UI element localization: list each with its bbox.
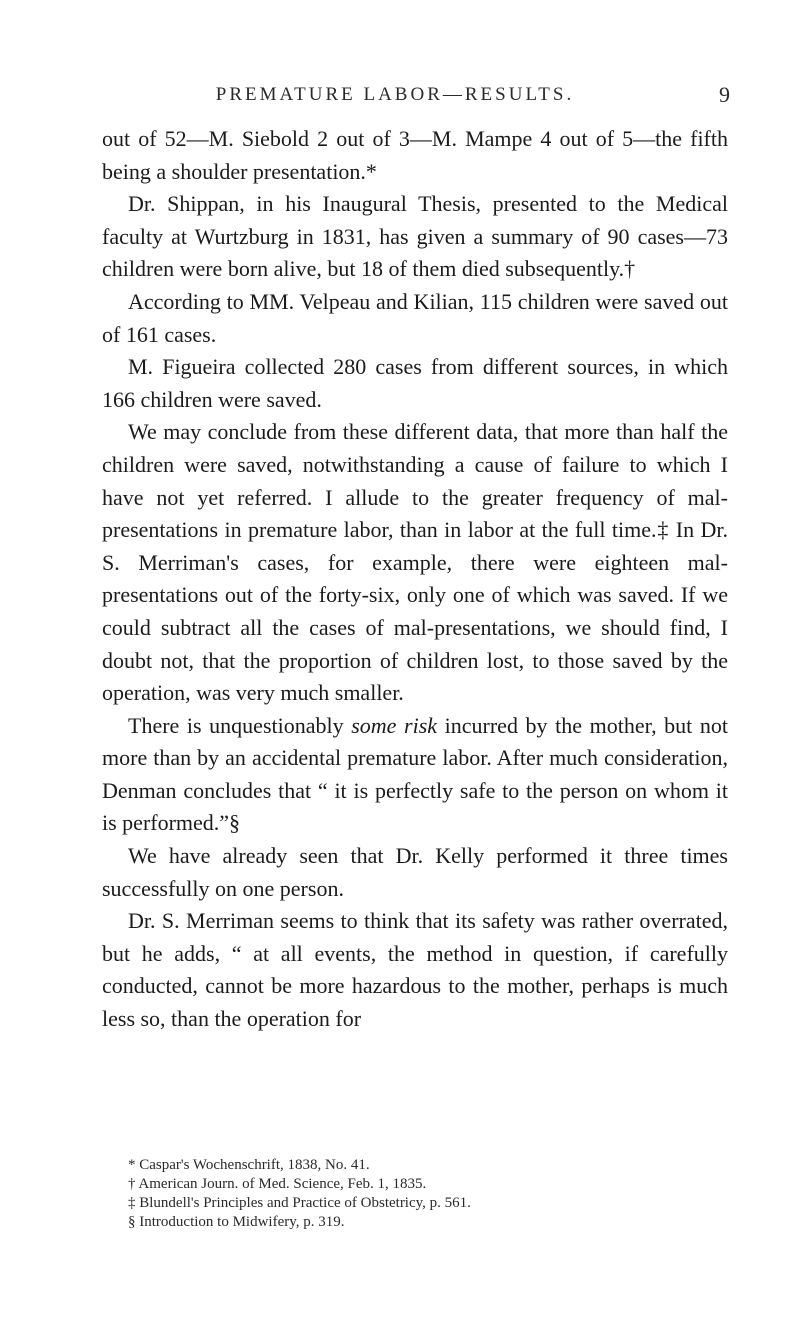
footnote-denman-midwifery: § Introduction to Midwifery, p. 319. bbox=[128, 1214, 345, 1230]
risk-emphasis: some risk bbox=[351, 712, 438, 738]
risk-text-before: There is unquestionably bbox=[128, 712, 352, 738]
body-text bbox=[102, 123, 728, 1036]
paragraph-merriman: Dr. S. Merriman seems to think that its safety was rather overrated, but he adds, “ at all events, the method in question, if carefully conducted, cannot be more hazardous to the mother, perhaps is much less so, than the operation for bbox=[102, 908, 728, 1032]
paragraph-risk bbox=[102, 710, 728, 840]
paragraph-shippan: Dr. Shippan, in his Inaugural Thesis, presented to the Medical faculty at Wurtzburg in 1831, has given a summary of 90 cases—73 children were born alive, but 18 of them died subsequently.† bbox=[102, 191, 728, 282]
paragraph-continuation: out of 52—M. Siebold 2 out of 3—M. Mampe 4 out of 5—the fifth being a shoulder presentation.* bbox=[102, 126, 728, 184]
page-number: 9 bbox=[719, 82, 730, 107]
footnote-american-journal: † American Journ. of Med. Science, Feb. 1, 1835. bbox=[128, 1176, 427, 1192]
paragraph-figueira: M. Figueira collected 280 cases from different sources, in which 166 children were saved. bbox=[102, 354, 728, 412]
paragraph-kelly: We have already seen that Dr. Kelly performed it three times successfully on one person. bbox=[102, 843, 728, 901]
footnote-caspar: * Caspar's Wochenschrift, 1838, No. 41. bbox=[128, 1157, 370, 1173]
footnotes bbox=[102, 1156, 728, 1232]
running-title: PREMATURE LABOR—RESULTS. bbox=[215, 84, 575, 105]
risk-text-after: incurred by the mother, but not more than by an accidental premature labor. After much consideration, Denman concludes that “ it is perfectly safe to the person on whom it is performed.”§ bbox=[102, 712, 728, 836]
footnote-blundell: ‡ Blundell's Principles and Practice of Obstetricy, p. 561. bbox=[128, 1195, 471, 1211]
running-head bbox=[0, 84, 800, 114]
paragraph-velpeau-kilian: According to MM. Velpeau and Kilian, 115 children were saved out of 161 cases. bbox=[102, 288, 728, 347]
paragraph-conclusion: We may conclude from these different data, that more than half the children were saved, notwithstanding a cause of failure to which I have not yet referred. I allude to the greater frequency of mal-presentations in premature labor, than in labor at the full time.‡ In Dr. S. Merriman's cases, for example, there were eighteen mal-presentations out of the forty-six, only one of which was saved. If we could subtract all the cases of mal-presentations, we should find, I doubt not, that the proportion of children lost, to those saved by the operation, was very much smaller. bbox=[102, 419, 728, 706]
